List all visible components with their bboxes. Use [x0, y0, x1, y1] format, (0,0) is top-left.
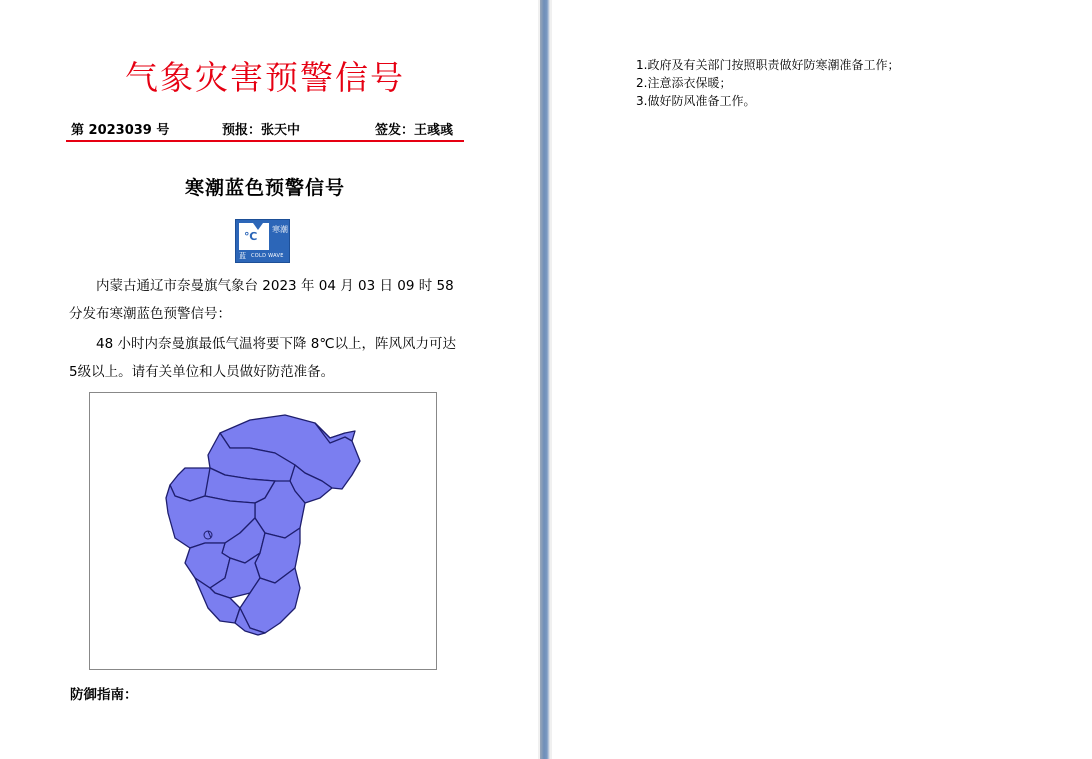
icon-cn-label: 寒潮 — [272, 225, 288, 234]
signal-title: 寒潮蓝色预警信号 — [184, 177, 345, 199]
icon-level-label: 蓝 — [239, 252, 246, 260]
forecast-text: 48 小时内奈曼旗最低气温将要下降 8℃以上，阵风风力可达 5级以上。请有关单位和人员做好防范准备。 — [69, 336, 457, 380]
guide-item: 2.注意添衣保暖； — [636, 76, 732, 90]
document-page-left — [0, 0, 538, 759]
warning-number: 第 2023039 号 — [71, 123, 170, 138]
header-title: 气象灾害预警信号 — [125, 58, 405, 97]
icon-en-label: COLD WAVE — [251, 253, 284, 259]
guide-item: 1.政府及有关部门按照职责做好防寒潮准备工作； — [636, 58, 900, 72]
defense-guide-title: 防御指南： — [70, 687, 138, 703]
document-page-right — [552, 0, 1092, 759]
thermometer-icon — [239, 223, 269, 250]
page-divider[interactable] — [538, 0, 552, 759]
defense-guide-list — [636, 56, 899, 110]
issue-text: 内蒙古通辽市奈曼旗气象台 2023 年 04 月 03 日 09 时 58 分发布寒潮蓝色预警信号： — [69, 278, 454, 322]
guide-item: 3.做好防风准备工作。 — [636, 94, 756, 108]
map-svg — [90, 393, 436, 669]
unit-symbol: ℃ — [244, 230, 258, 243]
forecast-paragraph — [69, 330, 461, 386]
down-arrow-icon — [253, 223, 263, 230]
issue-paragraph — [69, 272, 461, 328]
forecaster-label: 预报：张天中 — [222, 123, 301, 138]
header-divider — [66, 140, 464, 142]
cold-wave-blue-icon — [235, 219, 290, 263]
issuer-label: 签发：王彧彧 — [375, 123, 454, 138]
warning-area-map — [89, 392, 437, 670]
